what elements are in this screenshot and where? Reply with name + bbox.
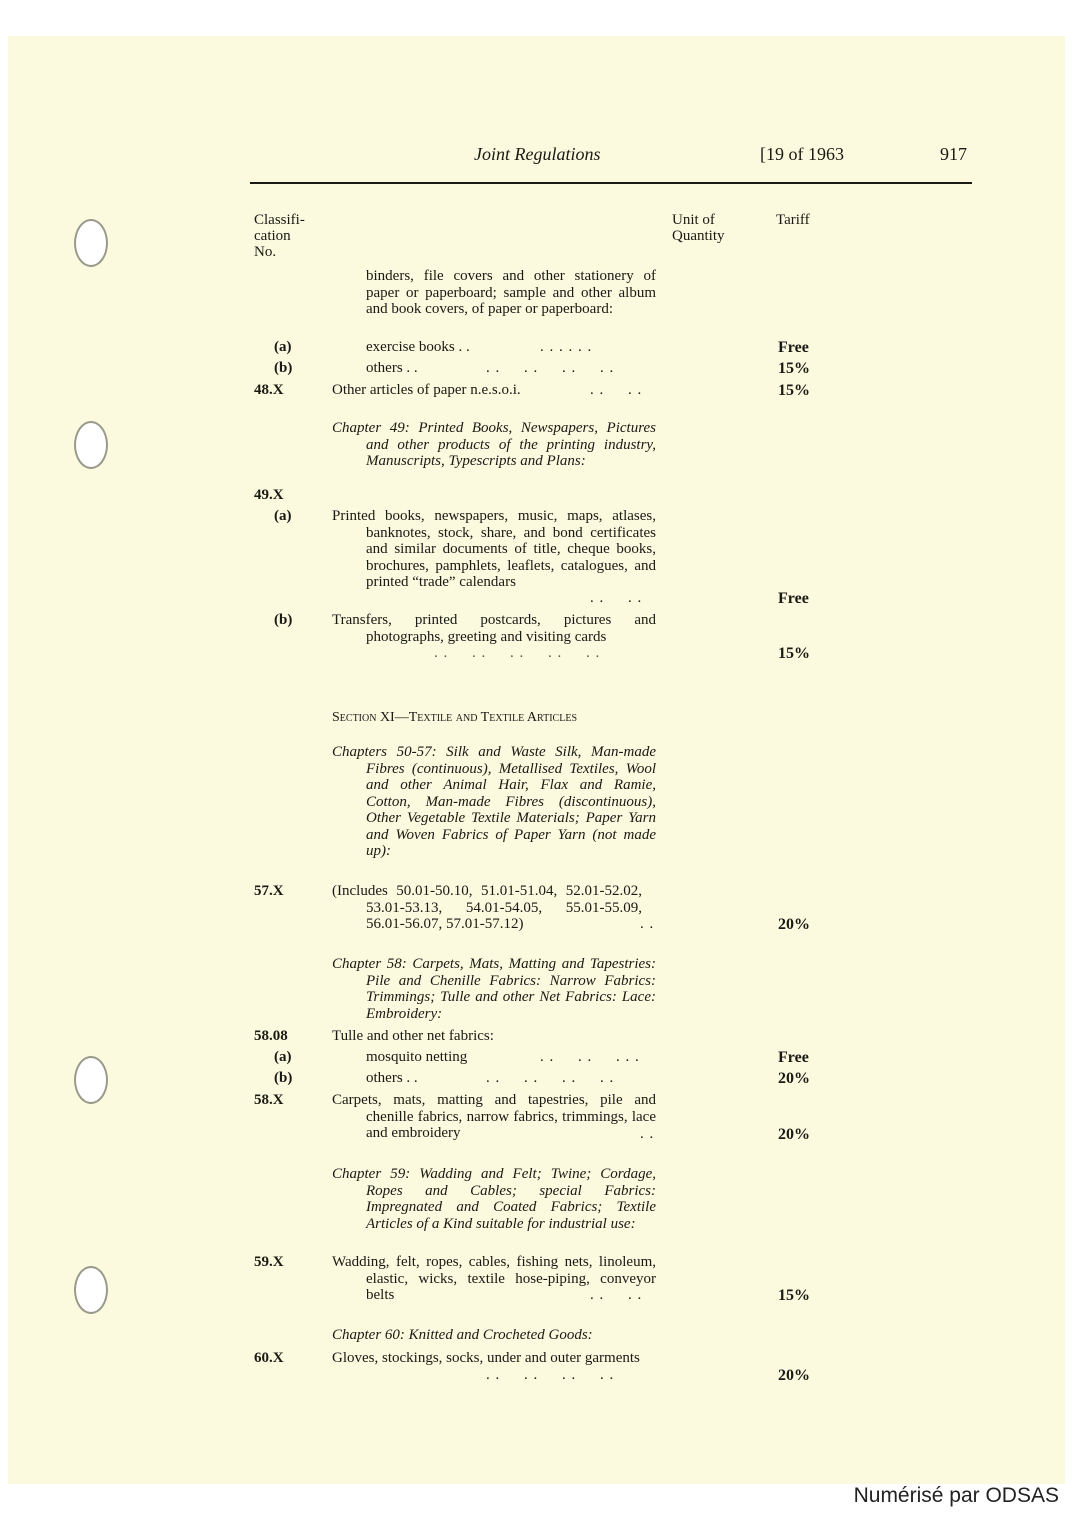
header-rule [250, 182, 972, 184]
entry-description: Transfers, printed postcards, pictures and photographs, greeting and visiting cards [332, 612, 656, 645]
classification-number: (b) [274, 360, 293, 376]
entry-description: (Includes 50.01-50.10, 51.01-51.04, 52.01-52.02, 53.01-53.13, 54.01-54.05, 55.01-55.09, 56.01-56.07, 57.01-57.12) [332, 883, 642, 932]
chapter-heading: Chapters 50-57: Silk and Waste Silk, Man-made Fibres (continuous), Metallised Textiles, Wool and other Animal Hair, Flax and Ramie, Cotton, Man-made Fibres (discontinuous), Other Vegetable Textile Materials; Paper Yarn and Woven Fabrics of Paper Yarn (not made up): [332, 744, 656, 859]
classification-number: 49.X [254, 487, 284, 503]
chapter-heading: Chapter 60: Knitted and Crocheted Goods: [332, 1327, 593, 1343]
act-reference: [19 of 1963 [760, 144, 844, 164]
classification-number: 58.X [254, 1092, 284, 1108]
entry-description: exercise books . . [366, 339, 470, 355]
leader-dots: . . . . . . . . [486, 1070, 615, 1086]
entry-description: binders, file covers and other stationery of paper or paperboard; sample and other album and book covers, of paper or paperboard: [366, 268, 656, 317]
tariff-rate: 15% [778, 645, 810, 662]
entry-description: Gloves, stockings, socks, under and outer garments [332, 1350, 640, 1366]
classification-number: 60.X [254, 1350, 284, 1366]
classification-number: 59.X [254, 1254, 284, 1270]
column-header-unit: Unit of Quantity [672, 212, 725, 244]
tariff-rate: 20% [778, 1126, 810, 1143]
entry-description: Carpets, mats, matting and tapestries, pile and chenille fabrics, narrow fabrics, trimmings, lace and embroidery [332, 1092, 656, 1141]
section-heading: Section XI—Textile and Textile Articles [332, 710, 577, 725]
entry-description: others . . [366, 1070, 418, 1086]
chapter-heading: Chapter 58: Carpets, Mats, Matting and Tapestries: Pile and Chenille Fabrics: Narrow Fabrics: Trimmings; Tulle and other Net Fabrics: Lace: Embroidery: [332, 956, 656, 1022]
tariff-rate: 15% [778, 382, 810, 399]
classification-number: 48.X [254, 382, 284, 398]
classification-number: (a) [274, 508, 292, 524]
classification-number: (b) [274, 1070, 293, 1086]
column-header-tariff: Tariff [776, 212, 810, 228]
entry-description: Other articles of paper n.e.s.o.i. [332, 382, 521, 398]
tariff-rate: 15% [778, 360, 810, 377]
tariff-rate: 20% [778, 1367, 810, 1384]
punch-hole [74, 219, 108, 267]
leader-dots: . . . . . . . . . . [434, 645, 601, 661]
entry-description: others . . [366, 360, 418, 376]
leader-dots: . . . . . . [540, 339, 593, 355]
punch-hole [74, 421, 108, 469]
leader-dots: . . [640, 916, 655, 932]
entry-description: Tulle and other net fabrics: [332, 1028, 494, 1044]
classification-number: (a) [274, 1049, 292, 1065]
tariff-rate: 15% [778, 1287, 810, 1304]
tariff-rate: Free [778, 339, 809, 356]
leader-dots: . . . . [590, 1287, 643, 1303]
column-header-classification: Classifi- cation No. [254, 212, 305, 260]
running-title: Joint Regulations [474, 144, 601, 164]
classification-number: (b) [274, 612, 293, 628]
leader-dots: . . . . . . . . [486, 1367, 615, 1383]
chapter-heading: Chapter 49: Printed Books, Newspapers, Pictures and other products of the printing industry, Manuscripts, Typescripts and Plans: [332, 420, 656, 469]
punch-hole [74, 1266, 108, 1314]
leader-dots: . . . . . . . . [486, 360, 615, 376]
leader-dots: . . . . . . . [540, 1049, 640, 1065]
leader-dots: . . . . [590, 590, 643, 606]
tariff-rate: 20% [778, 916, 810, 933]
entry-description: Printed books, newspapers, music, maps, atlases, banknotes, stock, share, and bond certificates and similar documents of title, cheque books, brochures, pamphlets, leaflets, catalogues, and printed “trade” calendars [332, 508, 656, 590]
entry-description: mosquito netting [366, 1049, 468, 1065]
punch-hole [74, 1056, 108, 1104]
leader-dots: . . . . [590, 382, 643, 398]
classification-number: (a) [274, 339, 292, 355]
classification-number: 58.08 [254, 1028, 288, 1044]
tariff-rate: Free [778, 590, 809, 607]
chapter-heading: Chapter 59: Wadding and Felt; Twine; Cordage, Ropes and Cables; special Fabrics: Impregnated and Coated Fabrics; Textile Articles of a Kind suitable for industrial use: [332, 1166, 656, 1232]
entry-description: Wadding, felt, ropes, cables, fishing nets, linoleum, elastic, wicks, textile hose-piping, conveyor belts [332, 1254, 656, 1303]
tariff-rate: 20% [778, 1070, 810, 1087]
leader-dots: . . [640, 1126, 655, 1142]
page-number: 917 [940, 144, 967, 164]
digitization-credit: Numérisé par ODSAS [853, 1484, 1059, 1507]
tariff-rate: Free [778, 1049, 809, 1066]
classification-number: 57.X [254, 883, 284, 899]
